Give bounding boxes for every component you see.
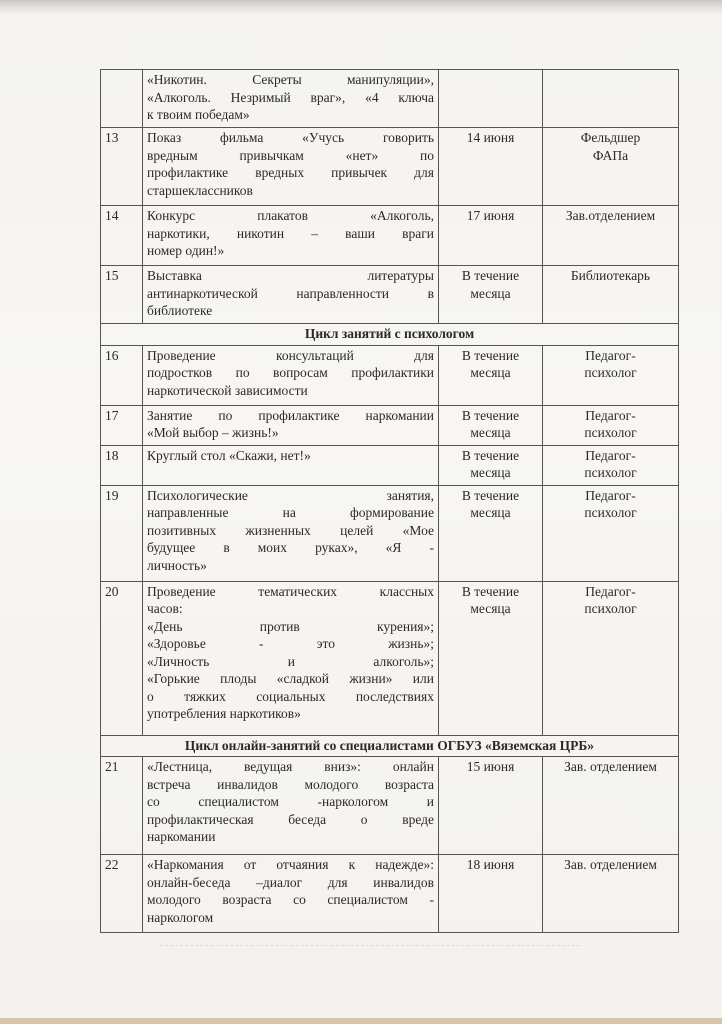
responsible-cell-line: психолог — [584, 365, 637, 380]
activity-cell-line: наркологом — [147, 909, 214, 925]
activity-cell-line: наркомании — [147, 829, 216, 844]
responsible-cell-line: Педагог- — [585, 407, 636, 423]
activity-cell — [143, 206, 439, 266]
row-number: 13 — [101, 128, 143, 206]
activity-cell — [143, 405, 439, 445]
date-cell — [439, 405, 543, 445]
activity-cell-line: употребления наркотиков» — [147, 706, 301, 721]
activity-cell-line: будущее в моих руках», «Я - — [147, 540, 434, 555]
activity-cell-line: позитивных жизненных целей «Мое — [147, 522, 434, 538]
page-bottom-edge — [0, 1018, 722, 1024]
responsible-cell-line: Фельдшер — [580, 130, 641, 145]
responsible-cell-line: Педагог- — [585, 487, 636, 503]
activity-cell-line: «Мой выбор – жизнь!» — [147, 425, 279, 440]
activity-cell — [143, 581, 439, 735]
table-row — [101, 855, 679, 933]
date-cell-line: В течение — [461, 407, 520, 423]
activity-cell-line: онлайн-беседа –диалог для инвалидов — [147, 874, 434, 890]
date-cell — [439, 345, 543, 405]
responsible-cell — [543, 70, 679, 128]
activity-cell-line: антинаркотической направленности в — [147, 285, 434, 301]
activity-cell-line: о тяжких социальных последствиях — [147, 688, 434, 704]
table-row — [101, 70, 679, 128]
responsible-cell-line: Зав.отделением — [565, 208, 656, 223]
activity-cell — [143, 128, 439, 206]
responsible-cell — [543, 445, 679, 485]
activity-cell-line: Конкурс плакатов «Алкоголь, — [147, 208, 434, 223]
events-table-body — [101, 70, 679, 933]
table-row — [101, 445, 679, 485]
row-number: 18 — [101, 445, 143, 485]
row-number: 14 — [101, 206, 143, 266]
activity-cell-line: Психологические занятия, — [147, 487, 434, 503]
responsible-cell — [543, 855, 679, 933]
table-row — [101, 128, 679, 206]
activity-cell-line: Проведение тематических классных — [147, 583, 434, 599]
date-cell-line: месяца — [470, 285, 511, 301]
activity-cell — [143, 485, 439, 581]
activity-cell-line: библиотеке — [147, 303, 213, 318]
table-row — [101, 485, 679, 581]
responsible-cell — [543, 206, 679, 266]
date-cell — [439, 445, 543, 485]
activity-cell-line: личность» — [147, 557, 207, 573]
activity-cell-line: «Наркомания от отчаяния к надежде»: — [147, 857, 434, 872]
activity-cell — [143, 345, 439, 405]
date-cell-line: 17 июня — [466, 208, 515, 223]
date-cell-line: В течение — [461, 347, 520, 363]
responsible-cell-line: Зав. отделением — [564, 857, 657, 872]
activity-cell-line: профилактике вредных привычек для — [147, 165, 434, 180]
responsible-cell-line: психолог — [584, 505, 637, 520]
date-cell — [439, 485, 543, 581]
activity-cell-line: наркотики, никотин – ваши враги — [147, 225, 434, 241]
activity-cell-line: со специалистом -наркологом и — [147, 794, 434, 809]
activity-cell-line: Выставка литературы — [147, 268, 434, 283]
activity-cell-line: наркотической зависимости — [147, 382, 308, 398]
table-row — [101, 757, 679, 855]
row-number: 20 — [101, 581, 143, 735]
table-row — [101, 345, 679, 405]
date-cell — [439, 581, 543, 735]
date-cell-line: месяца — [470, 425, 511, 440]
date-cell — [439, 855, 543, 933]
activity-cell-line: «Здоровье - это жизнь»; — [147, 636, 434, 651]
activity-cell-line: Круглый стол «Скажи, нет!» — [147, 447, 311, 463]
activity-cell-line: Занятие по профилактике наркомании — [147, 407, 434, 423]
date-cell-line: месяца — [470, 365, 511, 380]
row-number: 16 — [101, 345, 143, 405]
activity-cell-line: номер один!» — [147, 243, 225, 258]
row-number: 19 — [101, 485, 143, 581]
responsible-cell — [543, 405, 679, 445]
responsible-cell-line: психолог — [584, 465, 637, 480]
date-cell-line: В течение — [461, 447, 520, 463]
date-cell-line: месяца — [470, 465, 511, 480]
activity-cell-line: подростков по вопросам профилактики — [147, 365, 434, 380]
activity-cell-line: «Горькие плоды «сладкой жизни» или — [147, 671, 434, 686]
responsible-cell-line: Зав. отделением — [564, 759, 657, 774]
date-cell-line: В течение — [461, 487, 520, 503]
section-header-row — [101, 735, 679, 757]
row-number: 21 — [101, 757, 143, 855]
section-header-row — [101, 324, 679, 346]
row-number: 17 — [101, 405, 143, 445]
responsible-cell-line: Педагог- — [585, 583, 636, 599]
responsible-cell-line: психолог — [584, 425, 637, 440]
activity-cell — [143, 70, 439, 128]
activity-cell-line: часов: — [147, 601, 183, 616]
responsible-cell — [543, 757, 679, 855]
responsible-cell-line: Библиотекарь — [570, 268, 651, 283]
row-number: 15 — [101, 266, 143, 324]
date-cell — [439, 128, 543, 206]
date-cell-line: В течение — [461, 268, 520, 283]
activity-cell-line: Проведение консультаций для — [147, 347, 434, 363]
activity-cell-line: профилактическая беседа о вреде — [147, 811, 434, 827]
responsible-cell-line: ФАПа — [592, 147, 629, 163]
table-row — [101, 206, 679, 266]
activity-cell-line: «Алкоголь. Незримый враг», «4 ключа — [147, 89, 434, 105]
activity-cell-line: к твоим победам» — [147, 107, 250, 122]
responsible-cell — [543, 128, 679, 206]
activity-cell — [143, 445, 439, 485]
date-cell-line: 15 июня — [466, 759, 515, 774]
responsible-cell-line: Педагог- — [585, 447, 636, 463]
date-cell — [439, 266, 543, 324]
activity-cell-line: направленные на формирование — [147, 505, 434, 520]
activity-cell-line: «Никотин. Секреты манипуляции», — [147, 72, 434, 87]
date-cell-line: В течение — [461, 583, 520, 599]
activity-cell-line: молодого возраста со специалистом - — [147, 892, 434, 907]
date-cell — [439, 206, 543, 266]
responsible-cell-line: психолог — [584, 601, 637, 616]
table-row — [101, 405, 679, 445]
section-title: Цикл занятий с психологом — [101, 324, 679, 346]
faint-bleed-marks — [160, 945, 580, 956]
activity-cell — [143, 855, 439, 933]
responsible-cell — [543, 345, 679, 405]
responsible-cell — [543, 266, 679, 324]
date-cell — [439, 757, 543, 855]
date-cell-line: месяца — [470, 505, 511, 520]
responsible-cell — [543, 485, 679, 581]
activity-cell-line: «Лестница, ведущая вниз»: онлайн — [147, 759, 434, 774]
row-number — [101, 70, 143, 128]
activity-cell-line: Показ фильма «Учусь говорить — [147, 130, 434, 145]
row-number: 22 — [101, 855, 143, 933]
responsible-cell-line: Педагог- — [585, 347, 636, 363]
page-top-edge — [0, 0, 722, 14]
events-table — [100, 69, 679, 933]
activity-cell-line: «Личность и алкоголь»; — [147, 653, 434, 669]
activity-cell-line: встреча инвалидов молодого возраста — [147, 776, 434, 792]
date-cell-line: месяца — [470, 601, 511, 616]
date-cell-line: 14 июня — [466, 130, 515, 145]
activity-cell — [143, 757, 439, 855]
responsible-cell — [543, 581, 679, 735]
activity-cell — [143, 266, 439, 324]
date-cell — [439, 70, 543, 128]
activity-cell-line: вредным привычкам «нет» по — [147, 147, 434, 163]
date-cell-line: 18 июня — [466, 857, 515, 872]
activity-cell-line: «День против курения»; — [147, 618, 434, 634]
table-row — [101, 266, 679, 324]
section-title: Цикл онлайн-занятий со специалистами ОГБУЗ «Вяземская ЦРБ» — [101, 735, 679, 757]
table-row — [101, 581, 679, 735]
activity-cell-line: старшеклассников — [147, 182, 253, 198]
